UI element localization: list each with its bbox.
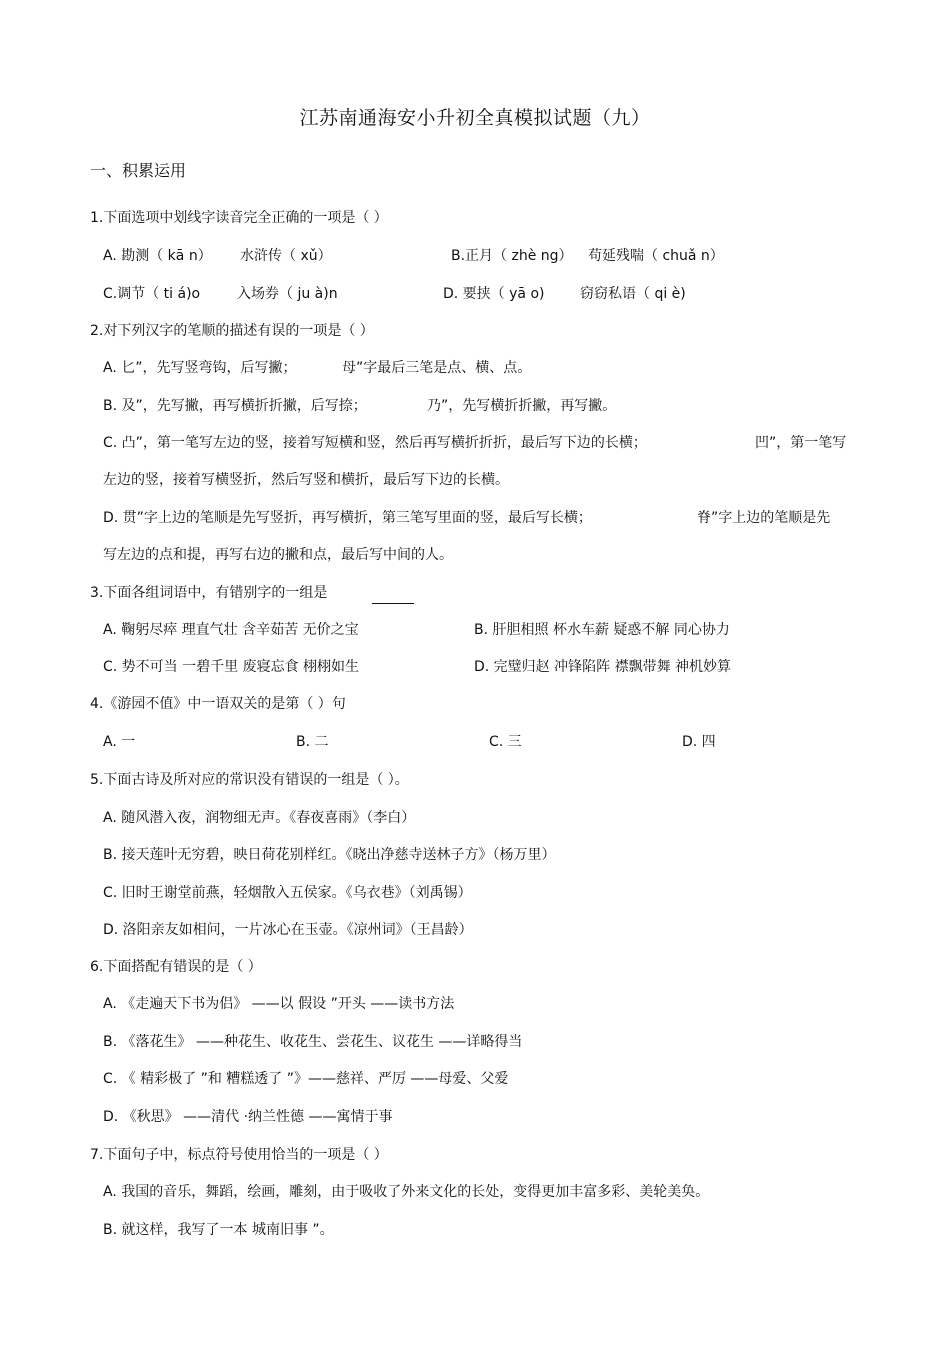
q4-option-b: B. 二 bbox=[296, 734, 329, 750]
q1-option-b: B.正月（ zhè ng） bbox=[451, 248, 573, 264]
answer-blank bbox=[372, 593, 414, 604]
q1-option-d: D. 要挟（ yā o) bbox=[443, 286, 545, 302]
q5-option-b: B. 接天莲叶无穷碧，映日荷花别样红。《晓出净慈寺送林子方》（杨万里） bbox=[103, 847, 556, 863]
q6-option-d: D. 《秋思》 ——清代 ·纳兰性德 ——寓情于事 bbox=[103, 1109, 393, 1125]
q6-option-c: C. 《 精彩极了 ”和 糟糕透了 ”》——慈祥、严厉 ——母爱、父爱 bbox=[103, 1071, 509, 1087]
q2-option-c-continued: 左边的竖，接着写横竖折，然后写竖和横折，最后写下边的长横。 bbox=[103, 472, 509, 488]
q1-option-c: C.调节（ ti á)o bbox=[103, 286, 201, 302]
section-heading: 一、积累运用 bbox=[90, 161, 187, 180]
q2-option-c-part2: 凹”，第一笔写 bbox=[755, 435, 847, 451]
q1-option-d-part2: 窃窃私语（ qi è) bbox=[580, 286, 686, 302]
q2-option-d-part2: 脊”字上边的笔顺是先 bbox=[697, 510, 831, 526]
question-6-stem: 6.下面搭配有错误的是（ ） bbox=[90, 959, 262, 975]
q6-option-b: B. 《落花生》 ——种花生、收花生、尝花生、议花生 ——详略得当 bbox=[103, 1034, 523, 1050]
q2-option-b-part2: 乃”，先写横折折撇，再写撇。 bbox=[427, 398, 617, 414]
q5-option-d: D. 洛阳亲友如相问，一片冰心在玉壶。《凉州词》（王昌龄） bbox=[103, 922, 473, 938]
q1-option-c-part2: 入场券（ ju à)n bbox=[237, 286, 338, 302]
q1-option-a: A. 勘测（ kā n） bbox=[103, 248, 212, 264]
q2-option-c: C. 凸”，第一笔写左边的竖，接着写短横和竖，然后再写横折折折，最后写下边的长横； bbox=[103, 435, 647, 451]
question-2-stem: 2.对下列汉字的笔顺的描述有误的一项是（ ） bbox=[90, 323, 374, 339]
q1-option-a-part2: 水浒传（ xǔ） bbox=[240, 248, 332, 264]
q7-option-b: B. 就这样，我写了一本 城南旧事 ”。 bbox=[103, 1222, 334, 1238]
q5-option-c: C. 旧时王谢堂前燕，轻烟散入五侯家。《乌衣巷》（刘禹锡） bbox=[103, 885, 472, 901]
q4-option-d: D. 四 bbox=[682, 734, 716, 750]
q5-option-a: A. 随风潜入夜，润物细无声。《春夜喜雨》（李白） bbox=[103, 810, 416, 826]
q2-option-d: D. 贯”字上边的笔顺是先写竖折，再写横折，第三笔写里面的竖，最后写长横； bbox=[103, 510, 592, 526]
q4-option-a: A. 一 bbox=[103, 734, 136, 750]
q2-option-b: B. 及”，先写撇，再写横折折撇，后写捺； bbox=[103, 398, 367, 414]
q6-option-a: A. 《走遍天下书为侣》 ——以 假设 ”开头 ——读书方法 bbox=[103, 996, 455, 1012]
q2-option-a: A. 匕”，先写竖弯钩，后写撇； bbox=[103, 360, 297, 376]
question-3-stem: 3.下面各组词语中，有错别字的一组是 bbox=[90, 585, 328, 601]
q3-option-b: B. 肝胆相照 杯水车薪 疑惑不解 同心协力 bbox=[474, 622, 730, 638]
exam-title: 江苏南通海安小升初全真模拟试题（九） bbox=[299, 107, 651, 129]
q4-option-c: C. 三 bbox=[489, 734, 522, 750]
question-4-stem: 4.《游园不值》中一语双关的是第（ ）句 bbox=[90, 696, 346, 712]
question-7-stem: 7.下面句子中，标点符号使用恰当的一项是（ ） bbox=[90, 1147, 388, 1163]
q3-option-d: D. 完璧归赵 冲锋陷阵 襟飘带舞 神机妙算 bbox=[474, 659, 732, 675]
q7-option-a: A. 我国的音乐，舞蹈，绘画，雕刻，由于吸收了外来文化的长处，变得更加丰富多彩、美轮美奂。 bbox=[103, 1184, 710, 1200]
question-1-stem: 1.下面选项中划线字读音完全正确的一项是（ ） bbox=[90, 210, 388, 226]
q3-option-a: A. 鞠躬尽瘁 理直气壮 含辛茹苦 无价之宝 bbox=[103, 622, 359, 638]
q3-option-c: C. 势不可当 一碧千里 废寝忘食 栩栩如生 bbox=[103, 659, 360, 675]
q2-option-a-part2: 母”字最后三笔是点、横、点。 bbox=[342, 360, 532, 376]
q2-option-d-continued: 写左边的点和提，再写右边的撇和点，最后写中间的人。 bbox=[103, 547, 453, 563]
question-5-stem: 5.下面古诗及所对应的常识没有错误的一组是（ ）。 bbox=[90, 772, 409, 788]
q1-option-b-part2: 苟延残喘（ chuǎ n） bbox=[588, 248, 724, 264]
